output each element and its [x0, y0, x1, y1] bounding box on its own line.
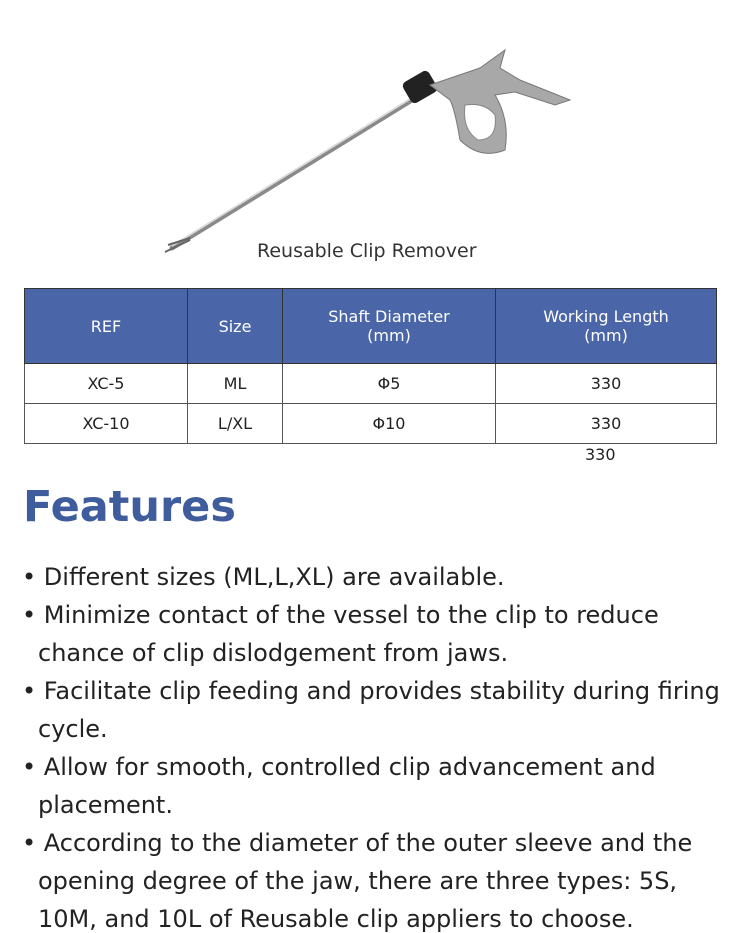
clip-remover-image [160, 40, 590, 270]
features-list [22, 558, 742, 933]
header-working-length: Working Length (mm) [496, 289, 717, 364]
feature-item: • Facilitate clip feeding and provides stability during firing cycle. [22, 672, 742, 748]
cell: 330 [496, 404, 717, 444]
table-row [25, 404, 717, 444]
cell: XC-10 [25, 404, 188, 444]
cell: XC-5 [25, 364, 188, 404]
feature-item: • According to the diameter of the outer sleeve and the opening degree of the jaw, there are three types: 5S, 10M, and 10L of Reusable clip appliers to choose. [22, 824, 742, 933]
header-size: Size [188, 289, 283, 364]
cell: 330 [496, 364, 717, 404]
header-shaft-diameter: Shaft Diameter (mm) [283, 289, 496, 364]
header-ref: REF [25, 289, 188, 364]
table-row [25, 364, 717, 404]
table-header-row [25, 289, 717, 364]
features-title: Features [23, 482, 236, 532]
extra-value: 330 [585, 445, 616, 464]
product-caption: Reusable Clip Remover [257, 240, 477, 262]
spec-table [24, 288, 717, 444]
feature-item: • Different sizes (ML,L,XL) are available. [22, 558, 742, 596]
cell: Φ10 [283, 404, 496, 444]
feature-item: • Minimize contact of the vessel to the clip to reduce chance of clip dislodgement from jaws. [22, 596, 742, 672]
feature-item: • Allow for smooth, controlled clip advancement and placement. [22, 748, 742, 824]
cell: Φ5 [283, 364, 496, 404]
cell: ML [188, 364, 283, 404]
cell: L/XL [188, 404, 283, 444]
